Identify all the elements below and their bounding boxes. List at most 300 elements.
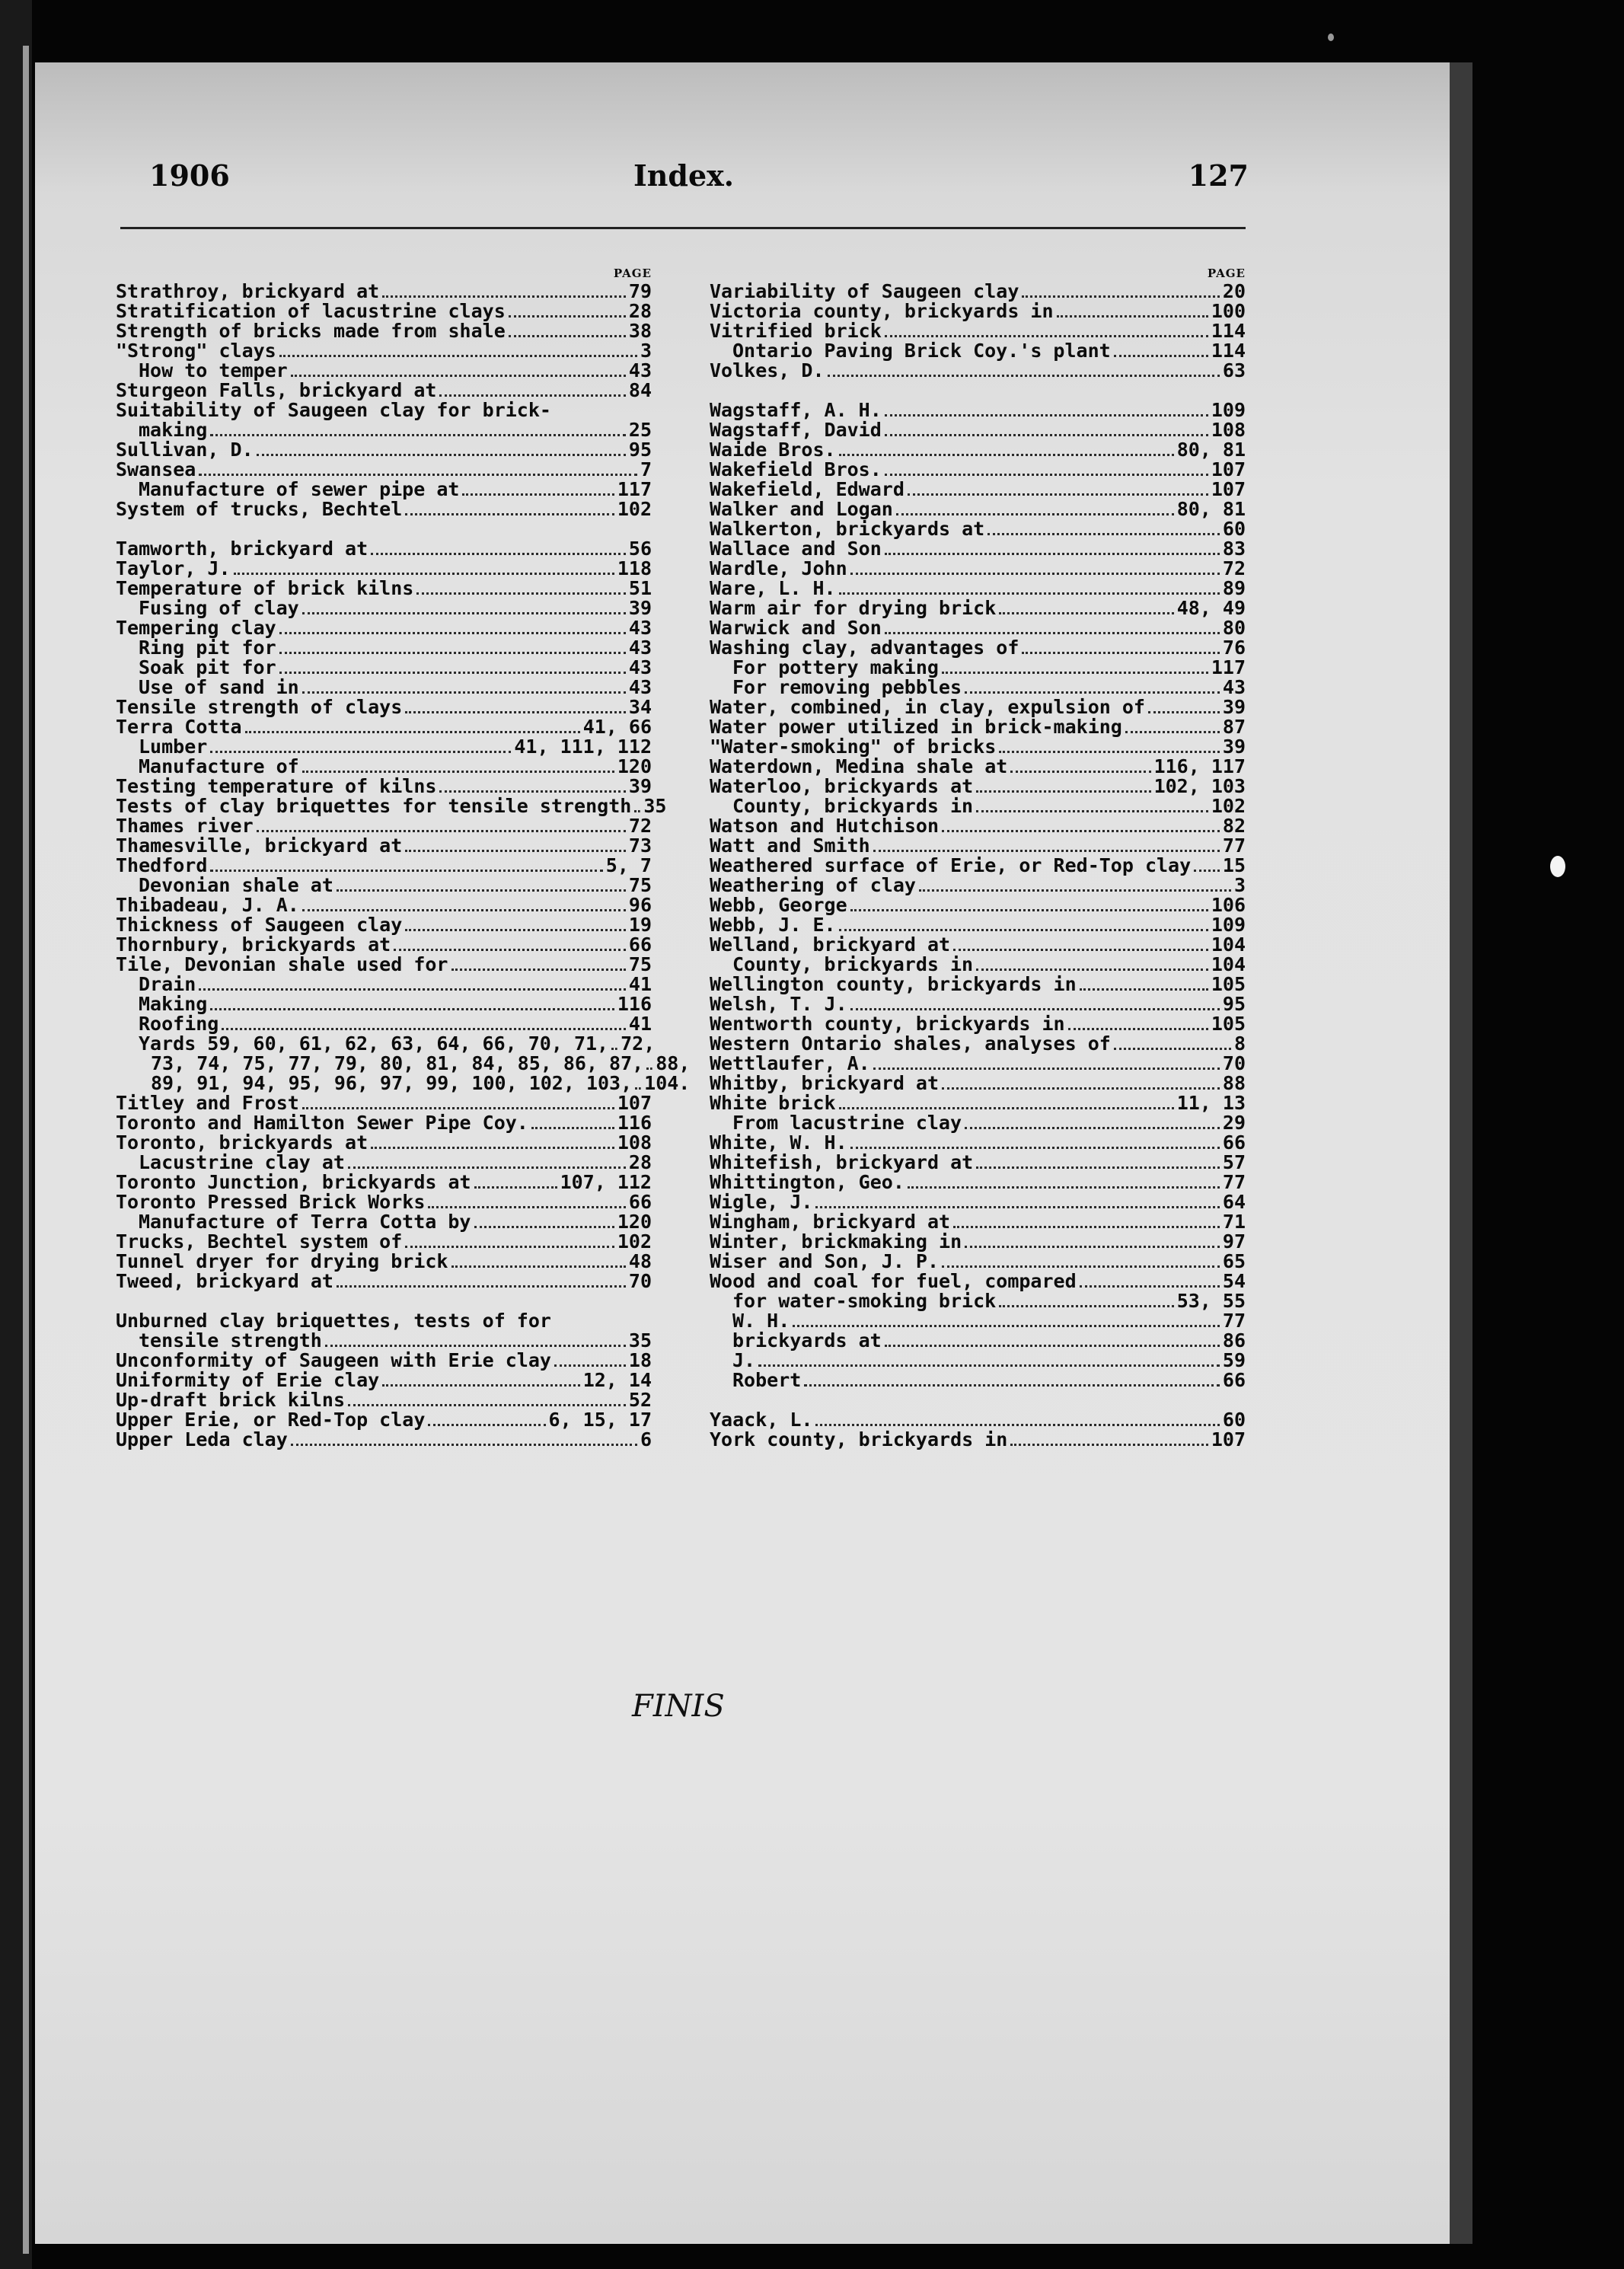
dot-leader bbox=[199, 460, 637, 476]
index-entry bbox=[116, 1014, 652, 1034]
index-entry bbox=[710, 361, 1246, 381]
index-entry bbox=[116, 401, 652, 420]
index-term: Lumber bbox=[139, 736, 208, 758]
index-page-refs: 11, 13 bbox=[1176, 1092, 1246, 1114]
index-entry bbox=[116, 876, 652, 895]
index-term: Testing temperature of kilns bbox=[116, 775, 437, 797]
index-entry bbox=[116, 1232, 652, 1252]
index-entry bbox=[116, 1153, 652, 1173]
dot-leader bbox=[815, 1410, 1219, 1426]
index-entry bbox=[710, 1272, 1246, 1291]
index-page-refs: 25 bbox=[628, 419, 652, 441]
index-entry bbox=[710, 915, 1246, 935]
index-page-refs: 76 bbox=[1222, 637, 1246, 659]
index-entry bbox=[710, 1074, 1246, 1093]
index-page-refs: 120 bbox=[617, 1211, 652, 1233]
index-term: Thickness of Saugeen clay bbox=[116, 914, 403, 936]
index-term: System of trucks, Bechtel bbox=[116, 498, 403, 520]
index-term: Victoria county, brickyards in bbox=[710, 300, 1054, 322]
index-page-refs: 41 bbox=[628, 973, 652, 995]
index-term: Suitability of Saugeen clay for brick- bbox=[116, 399, 551, 421]
index-term: Making bbox=[139, 993, 208, 1015]
index-entry bbox=[116, 697, 652, 717]
index-page-refs: 80, 81 bbox=[1176, 439, 1246, 461]
index-page-refs: 70 bbox=[1222, 1052, 1246, 1074]
index-page-refs: 84 bbox=[628, 379, 652, 401]
index-page-refs: 29 bbox=[1222, 1112, 1246, 1134]
index-entry bbox=[710, 1291, 1246, 1311]
index-term: Uniformity of Erie clay bbox=[116, 1369, 380, 1391]
dot-leader bbox=[942, 816, 1220, 832]
index-entry bbox=[116, 1052, 691, 1074]
index-entry bbox=[710, 697, 1246, 717]
index-term: Wiser and Son, J. P. bbox=[710, 1250, 940, 1272]
index-entry bbox=[710, 658, 1246, 678]
dot-leader bbox=[405, 697, 626, 713]
index-entry bbox=[710, 559, 1246, 579]
scan-speck bbox=[1328, 34, 1334, 41]
dot-leader bbox=[839, 579, 1220, 595]
index-section-gap bbox=[710, 381, 1246, 401]
dot-leader bbox=[451, 955, 626, 971]
index-term: Strength of bricks made from shale bbox=[116, 320, 506, 342]
index-page-refs: 120 bbox=[617, 755, 652, 777]
dot-leader bbox=[325, 1331, 626, 1347]
dot-leader bbox=[348, 1390, 626, 1406]
dot-leader bbox=[953, 1212, 1220, 1228]
index-entry bbox=[116, 1410, 652, 1430]
dot-leader bbox=[439, 777, 625, 793]
index-page-refs: 48, 49 bbox=[1176, 597, 1246, 619]
dot-leader bbox=[210, 994, 614, 1010]
index-page-refs: 104 bbox=[1211, 953, 1246, 975]
dot-leader bbox=[885, 321, 1208, 337]
index-page-refs: 15 bbox=[1222, 854, 1246, 876]
index-entry bbox=[710, 618, 1246, 638]
index-page-refs: 3 bbox=[1233, 874, 1246, 896]
index-term: Warm air for drying brick bbox=[710, 597, 997, 619]
dot-leader bbox=[611, 1034, 617, 1050]
index-page-refs: 39 bbox=[628, 597, 652, 619]
dot-leader bbox=[554, 1313, 649, 1327]
index-term: Webb, J. E. bbox=[710, 914, 836, 936]
index-entry bbox=[116, 895, 652, 915]
index-page-refs: 108 bbox=[1211, 419, 1246, 441]
index-page-refs: 56 bbox=[628, 538, 652, 560]
index-page-refs: 96 bbox=[628, 894, 652, 916]
index-page-refs: 3 bbox=[640, 340, 652, 362]
index-page-refs: 66 bbox=[1222, 1131, 1246, 1154]
index-entry bbox=[710, 579, 1246, 598]
index-column-right bbox=[710, 263, 1246, 1450]
dot-leader bbox=[210, 856, 602, 872]
index-term: Wallace and Son bbox=[710, 538, 882, 560]
dot-leader bbox=[531, 1113, 614, 1129]
index-page-refs: 116 bbox=[617, 993, 652, 1015]
index-entry bbox=[116, 420, 652, 440]
index-entry bbox=[710, 1371, 1246, 1390]
dot-leader bbox=[302, 1093, 614, 1109]
index-term: Trucks, Bechtel system of bbox=[116, 1230, 403, 1253]
index-page-refs: 100 bbox=[1211, 300, 1246, 322]
index-entry bbox=[710, 1113, 1246, 1133]
dot-leader bbox=[1114, 1034, 1231, 1050]
index-page-refs: 117 bbox=[617, 478, 652, 500]
index-term: Variability of Saugeen clay bbox=[710, 280, 1019, 302]
index-entry bbox=[116, 856, 652, 876]
index-entry bbox=[116, 915, 652, 935]
index-page-refs: 83 bbox=[1222, 538, 1246, 560]
dot-leader bbox=[953, 935, 1208, 951]
index-entry bbox=[710, 539, 1246, 559]
index-term: Thornbury, brickyards at bbox=[116, 933, 391, 956]
index-page-refs: 72 bbox=[628, 815, 652, 837]
index-term: Ware, L. H. bbox=[710, 577, 836, 599]
index-term: Walker and Logan bbox=[710, 498, 893, 520]
index-page-refs: 105 bbox=[1211, 973, 1246, 995]
index-page-refs: 43 bbox=[628, 637, 652, 659]
index-term: Wigle, J. bbox=[710, 1191, 813, 1213]
index-page-refs: 77 bbox=[1222, 835, 1246, 857]
index-term: York county, brickyards in bbox=[710, 1428, 1008, 1450]
index-term: Use of sand in bbox=[139, 676, 299, 698]
index-term: Yards 59, 60, 61, 62, 63, 64, 66, 70, 71, bbox=[139, 1032, 609, 1055]
index-entry bbox=[116, 302, 652, 321]
dot-leader bbox=[1010, 757, 1150, 773]
dot-leader bbox=[839, 440, 1174, 456]
index-page-refs: 51 bbox=[628, 577, 652, 599]
index-term: making bbox=[139, 419, 208, 441]
index-entry bbox=[710, 321, 1246, 341]
dot-leader bbox=[210, 737, 511, 753]
dot-leader bbox=[210, 420, 626, 436]
dot-leader bbox=[337, 1272, 626, 1288]
index-page-refs: 114 bbox=[1211, 340, 1246, 362]
index-term: From lacustrine clay bbox=[732, 1112, 962, 1134]
dot-leader bbox=[839, 915, 1208, 931]
dot-leader bbox=[279, 658, 626, 674]
dot-leader bbox=[234, 559, 614, 575]
dot-leader bbox=[885, 618, 1220, 634]
index-entry bbox=[710, 460, 1246, 480]
dot-leader bbox=[646, 1054, 652, 1070]
dot-leader bbox=[1010, 1430, 1208, 1446]
index-page-refs: 71 bbox=[1222, 1211, 1246, 1233]
index-entry bbox=[710, 678, 1246, 697]
dot-leader bbox=[976, 777, 1150, 793]
dot-leader bbox=[885, 539, 1220, 555]
index-term: Webb, George bbox=[710, 894, 847, 916]
index-entry bbox=[116, 1252, 652, 1272]
index-entry bbox=[116, 321, 652, 341]
index-entry bbox=[116, 678, 652, 697]
index-page-refs: 6, 15, 17 bbox=[548, 1409, 652, 1431]
dot-leader bbox=[1080, 1272, 1220, 1288]
index-term: Soak pit for bbox=[139, 656, 276, 678]
header-year: 1906 bbox=[149, 158, 230, 193]
index-term: Thamesville, brickyard at bbox=[116, 835, 403, 857]
index-term: For pottery making bbox=[732, 656, 939, 678]
index-page-refs: 89 bbox=[1222, 577, 1246, 599]
index-page-refs: 43 bbox=[628, 676, 652, 698]
index-page-refs: 106 bbox=[1211, 894, 1246, 916]
index-page-refs: 102, 103 bbox=[1153, 775, 1246, 797]
index-page-refs: 66 bbox=[1222, 1369, 1246, 1391]
index-term: Waterloo, brickyards at bbox=[710, 775, 974, 797]
index-term: Yaack, L. bbox=[710, 1409, 813, 1431]
dot-leader bbox=[1022, 638, 1220, 654]
dot-leader bbox=[965, 1232, 1220, 1248]
dot-leader bbox=[850, 1133, 1220, 1149]
index-page-refs: 18 bbox=[628, 1349, 652, 1371]
index-entry bbox=[710, 1351, 1246, 1371]
index-entry bbox=[116, 717, 652, 737]
index-page-refs: 75 bbox=[628, 874, 652, 896]
index-section-gap bbox=[116, 519, 652, 539]
index-entry bbox=[116, 777, 652, 796]
index-entry bbox=[116, 440, 652, 460]
index-entry bbox=[116, 994, 652, 1014]
dot-leader bbox=[222, 1014, 626, 1030]
dot-leader bbox=[965, 1113, 1220, 1129]
index-term: Roofing bbox=[139, 1013, 219, 1035]
dot-leader bbox=[279, 638, 626, 654]
index-page-refs: 88 bbox=[1222, 1072, 1246, 1094]
index-term: Up-draft brick kilns bbox=[116, 1389, 346, 1411]
index-entry bbox=[710, 420, 1246, 440]
dot-leader bbox=[908, 480, 1208, 496]
index-term: Toronto and Hamilton Sewer Pipe Coy. bbox=[116, 1112, 528, 1134]
index-entry bbox=[116, 579, 652, 598]
index-term: Whitefish, brickyard at bbox=[710, 1151, 974, 1173]
index-page-refs: 87 bbox=[1222, 716, 1246, 738]
index-entry bbox=[710, 955, 1246, 975]
index-entry bbox=[116, 1192, 652, 1212]
index-term: Thedford bbox=[116, 854, 208, 876]
index-entry bbox=[116, 499, 652, 519]
index-entry bbox=[710, 816, 1246, 836]
index-page-refs: 70 bbox=[628, 1270, 652, 1292]
dot-leader bbox=[885, 1331, 1220, 1347]
index-term: Wakefield, Edward bbox=[710, 478, 905, 500]
index-entry bbox=[116, 539, 652, 559]
index-term: Welsh, T. J. bbox=[710, 993, 847, 1015]
index-entry bbox=[710, 1430, 1246, 1450]
dot-leader bbox=[758, 1351, 1220, 1367]
index-page-refs: 102 bbox=[1211, 795, 1246, 817]
dot-leader bbox=[439, 381, 625, 397]
index-entry bbox=[710, 717, 1246, 737]
dot-leader bbox=[257, 816, 626, 832]
index-term: Upper Erie, or Red-Top clay bbox=[116, 1409, 426, 1431]
index-term: Terra Cotta bbox=[116, 716, 242, 738]
dot-leader bbox=[257, 440, 626, 456]
index-section-gap bbox=[710, 1390, 1246, 1410]
index-term: Tunnel dryer for drying brick bbox=[116, 1250, 448, 1272]
index-term: Lacustrine clay at bbox=[139, 1151, 345, 1173]
dot-leader bbox=[850, 994, 1220, 1010]
dot-leader bbox=[245, 717, 580, 733]
index-entry bbox=[710, 1133, 1246, 1153]
index-term: White brick bbox=[710, 1092, 836, 1114]
index-entry bbox=[116, 361, 652, 381]
dot-leader bbox=[382, 282, 626, 298]
index-entry bbox=[710, 499, 1246, 519]
index-term: White, W. H. bbox=[710, 1131, 847, 1154]
index-page-refs: 95 bbox=[628, 439, 652, 461]
dot-leader bbox=[1125, 717, 1220, 733]
index-entry bbox=[710, 1232, 1246, 1252]
index-page-refs: 63 bbox=[1222, 359, 1246, 381]
index-term: Tweed, brickyard at bbox=[116, 1270, 333, 1292]
index-entries-right bbox=[710, 282, 1246, 1450]
dot-leader bbox=[302, 678, 626, 694]
dot-leader bbox=[279, 341, 637, 357]
index-entry bbox=[116, 757, 652, 777]
index-term: Wingham, brickyard at bbox=[710, 1211, 951, 1233]
index-page-refs: 77 bbox=[1222, 1310, 1246, 1332]
index-page-refs: 107 bbox=[1211, 458, 1246, 480]
index-entry bbox=[116, 816, 652, 836]
index-entry bbox=[116, 975, 652, 994]
index-page-refs: 109 bbox=[1211, 914, 1246, 936]
index-entry bbox=[710, 440, 1246, 460]
index-entry bbox=[116, 1371, 652, 1390]
index-page-refs: 88, bbox=[656, 1052, 691, 1074]
index-term: Water power utilized in brick-making bbox=[710, 716, 1122, 738]
dot-leader bbox=[279, 618, 626, 634]
index-page-refs: 35 bbox=[643, 795, 667, 817]
index-entry bbox=[116, 1032, 656, 1055]
index-page-refs: 5, 7 bbox=[605, 854, 652, 876]
index-page-refs: 102 bbox=[617, 1230, 652, 1253]
dot-leader bbox=[885, 401, 1208, 416]
index-entry bbox=[710, 895, 1246, 915]
index-entry bbox=[710, 1331, 1246, 1351]
index-term: Toronto, brickyards at bbox=[116, 1131, 369, 1154]
dot-leader bbox=[302, 895, 626, 911]
index-term: Whitby, brickyard at bbox=[710, 1072, 940, 1094]
dot-leader bbox=[885, 460, 1208, 476]
dot-leader bbox=[405, 499, 614, 515]
index-page-refs: 57 bbox=[1222, 1151, 1246, 1173]
page-header bbox=[114, 158, 1249, 204]
index-page-refs: 97 bbox=[1222, 1230, 1246, 1253]
dot-leader bbox=[942, 1074, 1220, 1090]
index-entry bbox=[116, 1390, 652, 1410]
index-term: tensile strength bbox=[139, 1329, 322, 1352]
index-term: Taylor, J. bbox=[116, 557, 231, 579]
index-term: Toronto Pressed Brick Works bbox=[116, 1191, 426, 1213]
dot-leader bbox=[965, 678, 1220, 694]
index-term: 89, 91, 94, 95, 96, 97, 99, 100, 102, 103, bbox=[151, 1072, 633, 1094]
index-entry bbox=[116, 1430, 652, 1450]
index-term: Watt and Smith bbox=[710, 835, 870, 857]
index-term: Thibadeau, J. A. bbox=[116, 894, 299, 916]
index-page-refs: 12, 14 bbox=[582, 1369, 652, 1391]
index-entry bbox=[710, 638, 1246, 658]
index-term: Whittington, Geo. bbox=[710, 1171, 905, 1193]
index-page-refs: 86 bbox=[1222, 1329, 1246, 1352]
index-term: Manufacture of sewer pipe at bbox=[139, 478, 460, 500]
index-page-refs: 116 bbox=[617, 1112, 652, 1134]
dot-leader bbox=[850, 895, 1208, 911]
index-entry bbox=[710, 1311, 1246, 1331]
index-page-refs: 20 bbox=[1222, 280, 1246, 302]
index-page-refs: 39 bbox=[1222, 736, 1246, 758]
dot-leader bbox=[815, 1192, 1219, 1208]
index-entry bbox=[710, 836, 1246, 856]
index-term: Sullivan, D. bbox=[116, 439, 254, 461]
dot-leader bbox=[976, 796, 1208, 812]
index-term: Wagstaff, David bbox=[710, 419, 882, 441]
index-page-refs: 43 bbox=[628, 656, 652, 678]
dot-leader bbox=[405, 1232, 614, 1248]
index-entry bbox=[116, 935, 652, 955]
index-term: Wardle, John bbox=[710, 557, 847, 579]
index-entry bbox=[116, 737, 652, 757]
dot-leader bbox=[451, 1252, 626, 1268]
index-term: "Strong" clays bbox=[116, 340, 276, 362]
dot-leader bbox=[1148, 697, 1220, 713]
index-term: Vitrified brick bbox=[710, 320, 882, 342]
index-term: Manufacture of Terra Cotta by bbox=[139, 1211, 471, 1233]
index-entry bbox=[116, 1093, 652, 1113]
index-entry bbox=[710, 975, 1246, 994]
index-entry bbox=[116, 638, 652, 658]
dot-leader bbox=[919, 876, 1231, 892]
index-page-refs: 116, 117 bbox=[1153, 755, 1246, 777]
index-entry bbox=[116, 1212, 652, 1232]
index-term: Tests of clay briquettes for tensile strength bbox=[116, 795, 632, 817]
dot-leader bbox=[416, 579, 626, 595]
index-entry bbox=[710, 1153, 1246, 1173]
index-entry bbox=[710, 737, 1246, 757]
index-page-refs: 19 bbox=[628, 914, 652, 936]
dot-leader bbox=[804, 1371, 1220, 1387]
index-term: Robert bbox=[732, 1369, 802, 1391]
page-column-label: PAGE bbox=[1207, 266, 1246, 280]
index-page-refs: 43 bbox=[628, 359, 652, 381]
dot-leader bbox=[999, 1291, 1174, 1307]
dot-leader bbox=[828, 361, 1220, 377]
index-term: Titley and Frost bbox=[116, 1092, 299, 1114]
dot-leader bbox=[850, 559, 1220, 575]
index-term: Unconformity of Saugeen with Erie clay bbox=[116, 1349, 551, 1371]
index-page-refs: 35 bbox=[628, 1329, 652, 1352]
index-entry bbox=[116, 1331, 652, 1351]
index-entry bbox=[710, 302, 1246, 321]
index-entry bbox=[710, 282, 1246, 302]
index-page-refs: 38 bbox=[628, 320, 652, 342]
index-page-refs: 41, 66 bbox=[582, 716, 652, 738]
index-term: Volkes, D. bbox=[710, 359, 825, 381]
index-entry bbox=[710, 598, 1246, 618]
dot-leader bbox=[348, 1153, 626, 1169]
index-term: Waterdown, Medina shale at bbox=[710, 755, 1008, 777]
index-entry bbox=[116, 795, 667, 817]
index-term: Strathroy, brickyard at bbox=[116, 280, 380, 302]
dot-leader bbox=[1114, 341, 1208, 357]
index-entry bbox=[710, 1173, 1246, 1192]
index-entry bbox=[116, 1311, 652, 1331]
dot-leader bbox=[199, 975, 626, 991]
index-term: brickyards at bbox=[732, 1329, 882, 1352]
dot-leader bbox=[337, 876, 626, 892]
dot-leader bbox=[371, 539, 626, 555]
index-entry bbox=[710, 777, 1246, 796]
index-term: Sturgeon Falls, brickyard at bbox=[116, 379, 437, 401]
